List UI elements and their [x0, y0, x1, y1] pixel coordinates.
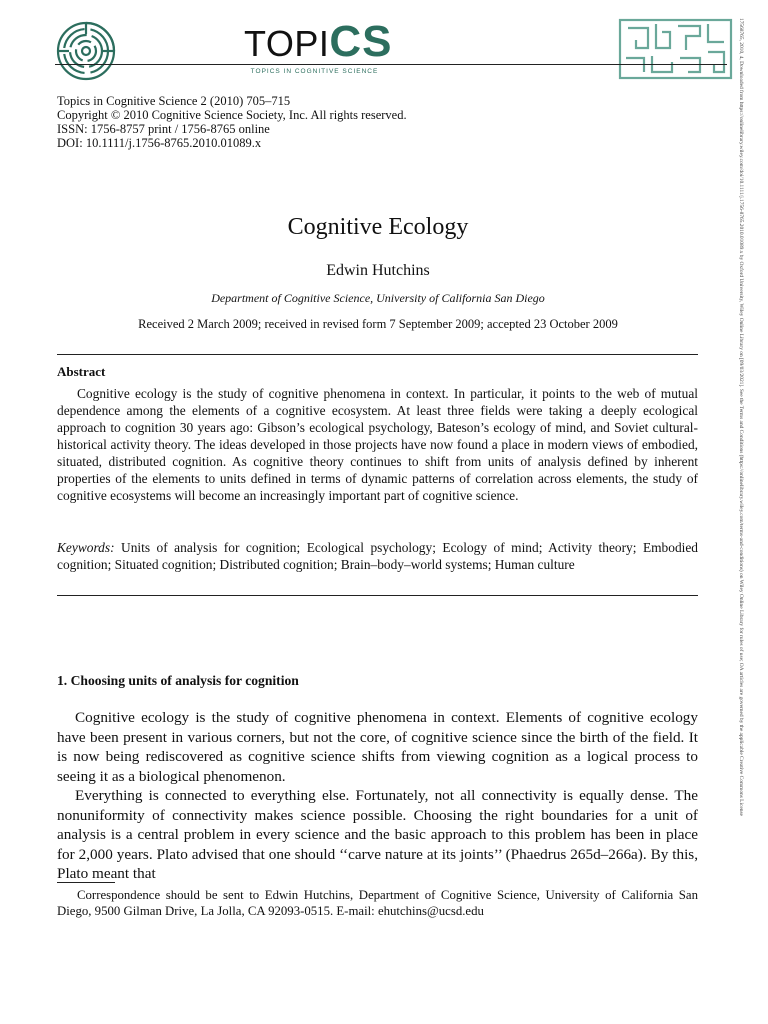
download-side-note-text: 17568765, 2010, 4, Downloaded from https://onlinelibrary.wiley.com/doi/10.1111/j.1756-8765.2010.01089.x by Oxford University, Wiley Online Library on [09/03/2021]. See the Terms and Conditions (https://onlinelibrary.wiley.com/terms-and-conditions) on Wiley Online Library for rules of use; OA articles are governed by the applicable Creative Commons License [738, 18, 744, 816]
journal-citation: Topics in Cognitive Science 2 (2010) 705–715 [57, 94, 291, 108]
journal-logo [244, 17, 393, 66]
maze-pattern-right-icon [618, 18, 733, 80]
maze-logo-left-icon [55, 20, 117, 82]
download-side-note [737, 18, 751, 1008]
keywords-list: Units of analysis for cognition; Ecological psychology; Ecology of mind; Activity theory; Embodied cognition; Situated cognition; Distributed cognition; Brain–body–world systems; Human culture [57, 540, 698, 572]
doi-line: DOI: 10.1111/j.1756-8765.2010.01089.x [57, 136, 262, 150]
abstract-text: Cognitive ecology is the study of cognitive phenomena in context. In particular, it points to the web of mutual dependence among the elements of a cognitive ecosystem. At least three fields were taking a deeply ecological approach to cognition 30 years ago: Gibson’s ecological psychology, Bateson’s ecology of mind, and Soviet cultural-historical activity theory. The ideas developed in those projects have now found a place in modern views of embodied, situated, distributed cognition. As cognitive theory continues to shift from units of analysis defined by inherent properties of the elements to units defined in terms of dynamic patterns of correlation across elements, the study of cognitive ecosystems will become an increasingly important part of cognitive science. [57, 386, 698, 503]
body-paragraph: Everything is connected to everything else. Fortunately, not all connectivity is equally dense. The nonuniformity of connectivity makes science possible. Choosing the right boundaries for a unit of analysis is a central problem in every science and the basic approach to this problem has been in place for 2,000 years. Plato advised that one should ‘‘carve nature at its joints’’ (Phaedrus 265d–266a). By this, Plato meant that [57, 787, 698, 882]
keywords [57, 539, 698, 573]
abstract-heading: Abstract [57, 364, 106, 379]
citation-block [57, 94, 407, 150]
received-dates: Received 2 March 2009; received in revised form 7 September 2009; accepted 23 October 2009 [138, 317, 618, 331]
keywords-label: Keywords: [57, 540, 115, 555]
correspondence-footnote: Correspondence should be sent to Edwin Hutchins, Department of Cognitive Science, University of California San Diego, 9500 Gilman Drive, La Jolla, CA 92093-0515. E-mail: ehutchins@ucsd.edu [57, 888, 698, 918]
section-heading: 1. Choosing units of analysis for cognition [57, 673, 299, 688]
abstract-top-rule [57, 354, 698, 355]
footnote-rule [57, 882, 115, 883]
section-body [57, 708, 698, 884]
copyright-line: Copyright © 2010 Cognitive Science Society, Inc. All rights reserved. [57, 108, 407, 122]
abstract-bottom-rule [57, 595, 698, 596]
journal-logo-prefix: TOPI [244, 23, 330, 64]
issn-line: ISSN: 1756-8757 print / 1756-8765 online [57, 122, 270, 136]
author-affiliation: Department of Cognitive Science, University of California San Diego [211, 291, 545, 305]
journal-logo-subtitle: TOPICS IN COGNITIVE SCIENCE [250, 68, 379, 75]
article-author: Edwin Hutchins [326, 262, 430, 279]
journal-logo-suffix: CS [329, 17, 393, 66]
body-paragraph: Cognitive ecology is the study of cognitive phenomena in context. Elements of cognitive ecology have been present in various corners, but not the core, of cognitive science since the birth of the field. It is now being rediscovered as cognitive science shifts from viewing cognition as a logical process to seeing it as a biological phenomenon. [57, 709, 698, 785]
article-title: Cognitive Ecology [287, 214, 469, 240]
